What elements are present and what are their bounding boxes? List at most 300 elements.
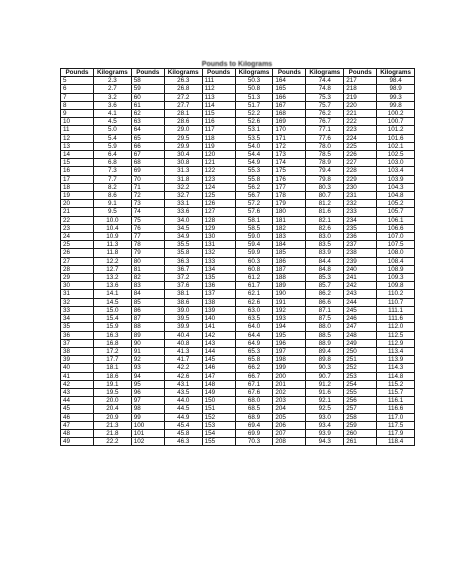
pounds-cell: 248 (344, 331, 377, 339)
pounds-cell: 231 (344, 192, 377, 200)
pounds-cell: 247 (344, 323, 377, 331)
kilograms-cell: 103.0 (377, 159, 415, 167)
kilograms-cell: 86.2 (306, 290, 344, 298)
kilograms-cell: 13.6 (94, 282, 132, 290)
kilograms-cell: 111.1 (377, 306, 415, 314)
pounds-cell: 259 (344, 421, 377, 429)
kilograms-cell: 93.9 (306, 429, 344, 437)
pounds-cell: 245 (344, 306, 377, 314)
pounds-cell: 149 (202, 388, 235, 396)
kilograms-cell: 104.8 (377, 192, 415, 200)
table-row (61, 438, 415, 446)
pounds-cell: 177 (273, 183, 306, 191)
kilograms-cell: 21.8 (94, 429, 132, 437)
kilograms-cell: 20.9 (94, 413, 132, 421)
pounds-cell: 23 (61, 224, 94, 232)
pounds-cell: 61 (131, 101, 164, 109)
kilograms-cell: 11.3 (94, 241, 132, 249)
pounds-cell: 35 (61, 323, 94, 331)
table-row (61, 380, 415, 388)
kilograms-cell: 101.6 (377, 134, 415, 142)
pounds-cell: 46 (61, 413, 94, 421)
kilograms-cell: 75.7 (306, 101, 344, 109)
kilograms-cell: 7.7 (94, 175, 132, 183)
pounds-cell: 187 (273, 265, 306, 273)
kilograms-cell: 107.0 (377, 233, 415, 241)
kilograms-cell: 90.3 (306, 364, 344, 372)
kilograms-cell: 75.3 (306, 93, 344, 101)
pounds-cell: 96 (131, 388, 164, 396)
pounds-cell: 250 (344, 347, 377, 355)
pounds-cell: 131 (202, 241, 235, 249)
kilograms-cell: 32.2 (164, 183, 202, 191)
pounds-cell: 202 (273, 388, 306, 396)
pounds-cell: 10 (61, 118, 94, 126)
pounds-cell: 73 (131, 200, 164, 208)
kilograms-cell: 29.0 (164, 126, 202, 134)
table-row (61, 233, 415, 241)
kilograms-cell: 4.1 (94, 110, 132, 118)
kilograms-cell: 115.2 (377, 380, 415, 388)
kilograms-cell: 117.9 (377, 429, 415, 437)
table-row (61, 200, 415, 208)
pounds-cell: 121 (202, 159, 235, 167)
pounds-cell: 172 (273, 142, 306, 150)
pounds-cell: 150 (202, 397, 235, 405)
pounds-cell: 19 (61, 192, 94, 200)
pounds-cell: 233 (344, 208, 377, 216)
pounds-cell: 86 (131, 306, 164, 314)
kilograms-cell: 36.7 (164, 265, 202, 273)
pounds-cell: 88 (131, 323, 164, 331)
pounds-cell: 126 (202, 200, 235, 208)
kilograms-cell: 109.3 (377, 274, 415, 282)
kilograms-cell: 9.5 (94, 208, 132, 216)
table-row (61, 323, 415, 331)
kilograms-cell: 108.9 (377, 265, 415, 273)
kilograms-cell: 54.9 (235, 159, 273, 167)
kilograms-cell: 27.7 (164, 101, 202, 109)
pounds-cell: 252 (344, 364, 377, 372)
kilograms-cell: 85.7 (306, 282, 344, 290)
pounds-cell: 144 (202, 347, 235, 355)
pounds-cell: 78 (131, 241, 164, 249)
kilograms-cell: 92.5 (306, 405, 344, 413)
pounds-cell: 198 (273, 356, 306, 364)
kilograms-cell: 5.4 (94, 134, 132, 142)
kilograms-cell: 19.5 (94, 388, 132, 396)
kilograms-cell: 18.6 (94, 372, 132, 380)
pounds-cell: 122 (202, 167, 235, 175)
pounds-cell: 226 (344, 151, 377, 159)
pounds-cell: 222 (344, 118, 377, 126)
kilograms-cell: 70.3 (235, 438, 273, 446)
kilograms-cell: 74.4 (306, 77, 344, 85)
kilograms-cell: 43.5 (164, 388, 202, 396)
pounds-cell: 207 (273, 429, 306, 437)
kilograms-cell: 8.2 (94, 183, 132, 191)
pounds-cell: 67 (131, 151, 164, 159)
kilograms-cell: 100.2 (377, 110, 415, 118)
kilograms-cell: 69.4 (235, 421, 273, 429)
pounds-cell: 76 (131, 224, 164, 232)
table-row (61, 167, 415, 175)
pounds-cell: 195 (273, 331, 306, 339)
kilograms-cell: 42.6 (164, 372, 202, 380)
table-body (61, 77, 415, 446)
pounds-cell: 21 (61, 208, 94, 216)
pounds-cell: 164 (273, 77, 306, 85)
pounds-cell: 173 (273, 151, 306, 159)
table-row (61, 216, 415, 224)
pounds-cell: 236 (344, 233, 377, 241)
pounds-cell: 143 (202, 339, 235, 347)
pounds-cell: 68 (131, 159, 164, 167)
kilograms-cell: 110.7 (377, 298, 415, 306)
pounds-cell: 180 (273, 208, 306, 216)
kilograms-cell: 61.7 (235, 282, 273, 290)
kilograms-cell: 103.9 (377, 175, 415, 183)
kilograms-cell: 21.3 (94, 421, 132, 429)
kilograms-cell: 113.9 (377, 356, 415, 364)
pounds-cell: 182 (273, 224, 306, 232)
table-row (61, 372, 415, 380)
pounds-cell: 175 (273, 167, 306, 175)
kilograms-cell: 8.6 (94, 192, 132, 200)
table-row (61, 339, 415, 347)
pounds-cell: 25 (61, 241, 94, 249)
pounds-cell: 154 (202, 429, 235, 437)
pounds-cell: 7 (61, 93, 94, 101)
pounds-cell: 48 (61, 429, 94, 437)
pounds-cell: 65 (131, 134, 164, 142)
pounds-cell: 237 (344, 241, 377, 249)
pounds-cell: 258 (344, 413, 377, 421)
pounds-cell: 194 (273, 323, 306, 331)
pounds-cell: 244 (344, 298, 377, 306)
kilograms-cell: 30.8 (164, 159, 202, 167)
pounds-cell: 60 (131, 93, 164, 101)
kilograms-cell: 107.5 (377, 241, 415, 249)
pounds-cell: 90 (131, 339, 164, 347)
kilograms-cell: 82.1 (306, 216, 344, 224)
table-row (61, 77, 415, 85)
kilograms-cell: 59.9 (235, 249, 273, 257)
pounds-cell: 102 (131, 438, 164, 446)
table-row (61, 126, 415, 134)
kilograms-cell: 116.6 (377, 405, 415, 413)
kilograms-cell: 88.5 (306, 331, 344, 339)
kilograms-cell: 94.3 (306, 438, 344, 446)
pounds-cell: 5 (61, 77, 94, 85)
kilograms-cell: 69.9 (235, 429, 273, 437)
kilograms-cell: 36.3 (164, 257, 202, 265)
pounds-cell: 151 (202, 405, 235, 413)
table-row (61, 159, 415, 167)
table-row (61, 388, 415, 396)
pounds-cell: 170 (273, 126, 306, 134)
pounds-cell: 29 (61, 274, 94, 282)
kilograms-cell: 105.2 (377, 200, 415, 208)
pounds-cell: 32 (61, 298, 94, 306)
pounds-cell: 34 (61, 315, 94, 323)
kilograms-cell: 10.0 (94, 216, 132, 224)
kilograms-cell: 11.8 (94, 249, 132, 257)
pounds-cell: 98 (131, 405, 164, 413)
header-pounds: Pounds (273, 69, 306, 77)
kilograms-cell: 42.2 (164, 364, 202, 372)
kilograms-cell: 99.3 (377, 93, 415, 101)
pounds-cell: 31 (61, 290, 94, 298)
table-row (61, 134, 415, 142)
table-row (61, 224, 415, 232)
kilograms-cell: 93.4 (306, 421, 344, 429)
kilograms-cell: 112.0 (377, 323, 415, 331)
kilograms-cell: 60.8 (235, 265, 273, 273)
pounds-cell: 62 (131, 110, 164, 118)
pounds-cell: 118 (202, 134, 235, 142)
kilograms-cell: 76.7 (306, 118, 344, 126)
pounds-cell: 45 (61, 405, 94, 413)
pounds-cell: 146 (202, 364, 235, 372)
kilograms-cell: 68.9 (235, 413, 273, 421)
kilograms-cell: 6.4 (94, 151, 132, 159)
kilograms-cell: 15.0 (94, 306, 132, 314)
pounds-cell: 84 (131, 290, 164, 298)
kilograms-cell: 78.5 (306, 151, 344, 159)
pounds-cell: 191 (273, 298, 306, 306)
table-row (61, 241, 415, 249)
kilograms-cell: 78.9 (306, 159, 344, 167)
pounds-cell: 254 (344, 380, 377, 388)
kilograms-cell: 67.6 (235, 388, 273, 396)
kilograms-cell: 114.3 (377, 364, 415, 372)
pounds-cell: 83 (131, 282, 164, 290)
pounds-cell: 142 (202, 331, 235, 339)
kilograms-cell: 31.3 (164, 167, 202, 175)
kilograms-cell: 91.6 (306, 388, 344, 396)
kilograms-cell: 45.8 (164, 429, 202, 437)
pounds-cell: 199 (273, 364, 306, 372)
table-row (61, 290, 415, 298)
kilograms-cell: 2.7 (94, 85, 132, 93)
kilograms-cell: 20.0 (94, 397, 132, 405)
pounds-cell: 225 (344, 142, 377, 150)
pounds-cell: 27 (61, 257, 94, 265)
kilograms-cell: 51.7 (235, 101, 273, 109)
pounds-cell: 230 (344, 183, 377, 191)
pounds-cell: 181 (273, 216, 306, 224)
kilograms-cell: 51.3 (235, 93, 273, 101)
pounds-cell: 69 (131, 167, 164, 175)
pounds-cell: 223 (344, 126, 377, 134)
kilograms-cell: 14.5 (94, 298, 132, 306)
pounds-cell: 58 (131, 77, 164, 85)
pounds-cell: 16 (61, 167, 94, 175)
kilograms-cell: 16.8 (94, 339, 132, 347)
header-kilograms: Kilograms (164, 69, 202, 77)
kilograms-cell: 77.6 (306, 134, 344, 142)
kilograms-cell: 54.4 (235, 151, 273, 159)
kilograms-cell: 57.6 (235, 208, 273, 216)
pounds-cell: 94 (131, 372, 164, 380)
kilograms-cell: 108.0 (377, 249, 415, 257)
kilograms-cell: 26.3 (164, 77, 202, 85)
kilograms-cell: 34.5 (164, 224, 202, 232)
kilograms-cell: 66.2 (235, 364, 273, 372)
pounds-cell: 85 (131, 298, 164, 306)
pounds-cell: 171 (273, 134, 306, 142)
kilograms-cell: 61.2 (235, 274, 273, 282)
kilograms-cell: 56.7 (235, 192, 273, 200)
pounds-cell: 70 (131, 175, 164, 183)
kilograms-cell: 80.3 (306, 183, 344, 191)
pounds-cell: 37 (61, 339, 94, 347)
kilograms-cell: 64.4 (235, 331, 273, 339)
table-row (61, 151, 415, 159)
pounds-cell: 134 (202, 265, 235, 273)
pounds-cell: 255 (344, 388, 377, 396)
table-row (61, 101, 415, 109)
pounds-cell: 153 (202, 421, 235, 429)
kilograms-cell: 106.6 (377, 224, 415, 232)
kilograms-cell: 5.9 (94, 142, 132, 150)
table-row (61, 298, 415, 306)
pounds-cell: 128 (202, 216, 235, 224)
pounds-cell: 129 (202, 224, 235, 232)
pounds-cell: 253 (344, 372, 377, 380)
kilograms-cell: 68.5 (235, 405, 273, 413)
kilograms-cell: 58.5 (235, 224, 273, 232)
pounds-cell: 169 (273, 118, 306, 126)
pounds-cell: 208 (273, 438, 306, 446)
pounds-cell: 206 (273, 421, 306, 429)
pounds-cell: 201 (273, 380, 306, 388)
table-row (61, 208, 415, 216)
kilograms-cell: 18.1 (94, 364, 132, 372)
pounds-cell: 42 (61, 380, 94, 388)
pounds-cell: 8 (61, 101, 94, 109)
table-row (61, 421, 415, 429)
pounds-cell: 22 (61, 216, 94, 224)
pounds-cell: 228 (344, 167, 377, 175)
pounds-cell: 38 (61, 347, 94, 355)
pounds-cell: 147 (202, 372, 235, 380)
pounds-cell: 189 (273, 282, 306, 290)
document-title: Pounds to Kilograms (201, 61, 273, 68)
kilograms-cell: 15.4 (94, 315, 132, 323)
pounds-cell: 80 (131, 257, 164, 265)
kilograms-cell: 92.1 (306, 397, 344, 405)
kilograms-cell: 63.5 (235, 315, 273, 323)
pounds-cell: 63 (131, 118, 164, 126)
kilograms-cell: 39.5 (164, 315, 202, 323)
pounds-cell: 93 (131, 364, 164, 372)
kilograms-cell: 79.4 (306, 167, 344, 175)
table-row (61, 315, 415, 323)
table-row (61, 192, 415, 200)
kilograms-cell: 117.5 (377, 421, 415, 429)
pounds-cell: 139 (202, 306, 235, 314)
pounds-cell: 260 (344, 429, 377, 437)
kilograms-cell: 93.0 (306, 413, 344, 421)
pounds-cell: 49 (61, 438, 94, 446)
kilograms-cell: 44.9 (164, 413, 202, 421)
pounds-cell: 125 (202, 192, 235, 200)
kilograms-cell: 35.8 (164, 249, 202, 257)
kilograms-cell: 12.2 (94, 257, 132, 265)
pounds-cell: 71 (131, 183, 164, 191)
kilograms-cell: 37.2 (164, 274, 202, 282)
kilograms-cell: 57.2 (235, 200, 273, 208)
kilograms-cell: 55.3 (235, 167, 273, 175)
pounds-cell: 241 (344, 274, 377, 282)
kilograms-cell: 67.1 (235, 380, 273, 388)
kilograms-cell: 53.1 (235, 126, 273, 134)
kilograms-cell: 45.4 (164, 421, 202, 429)
pounds-cell: 9 (61, 110, 94, 118)
kilograms-cell: 10.4 (94, 224, 132, 232)
kilograms-cell: 103.4 (377, 167, 415, 175)
kilograms-cell: 5.0 (94, 126, 132, 134)
table-row (61, 257, 415, 265)
kilograms-cell: 41.3 (164, 347, 202, 355)
kilograms-cell: 89.8 (306, 356, 344, 364)
pounds-cell: 190 (273, 290, 306, 298)
pounds-cell: 234 (344, 216, 377, 224)
pounds-cell: 20 (61, 200, 94, 208)
kilograms-cell: 33.6 (164, 208, 202, 216)
kilograms-cell: 31.8 (164, 175, 202, 183)
kilograms-cell: 39.0 (164, 306, 202, 314)
kilograms-cell: 52.6 (235, 118, 273, 126)
pounds-cell: 227 (344, 159, 377, 167)
pounds-cell: 111 (202, 77, 235, 85)
kilograms-cell: 55.8 (235, 175, 273, 183)
kilograms-cell: 43.1 (164, 380, 202, 388)
pounds-cell: 176 (273, 175, 306, 183)
pounds-cell: 152 (202, 413, 235, 421)
kilograms-cell: 29.9 (164, 142, 202, 150)
kilograms-cell: 111.6 (377, 315, 415, 323)
pounds-cell: 246 (344, 315, 377, 323)
pounds-cell: 140 (202, 315, 235, 323)
pounds-cell: 123 (202, 175, 235, 183)
kilograms-cell: 6.8 (94, 159, 132, 167)
pounds-cell: 185 (273, 249, 306, 257)
pounds-cell: 257 (344, 405, 377, 413)
pounds-cell: 113 (202, 93, 235, 101)
pounds-cell: 74 (131, 208, 164, 216)
pounds-cell: 132 (202, 249, 235, 257)
table-row (61, 110, 415, 118)
pounds-cell: 165 (273, 85, 306, 93)
kilograms-cell: 106.1 (377, 216, 415, 224)
kilograms-cell: 22.2 (94, 438, 132, 446)
pounds-cell: 168 (273, 110, 306, 118)
kilograms-cell: 100.7 (377, 118, 415, 126)
pounds-cell: 148 (202, 380, 235, 388)
kilograms-cell: 60.3 (235, 257, 273, 265)
table-row (61, 249, 415, 257)
table-row (61, 306, 415, 314)
kilograms-cell: 68.0 (235, 397, 273, 405)
pounds-cell: 33 (61, 306, 94, 314)
pounds-cell: 188 (273, 274, 306, 282)
pounds-cell: 141 (202, 323, 235, 331)
kilograms-cell: 74.8 (306, 85, 344, 93)
kilograms-cell: 32.7 (164, 192, 202, 200)
